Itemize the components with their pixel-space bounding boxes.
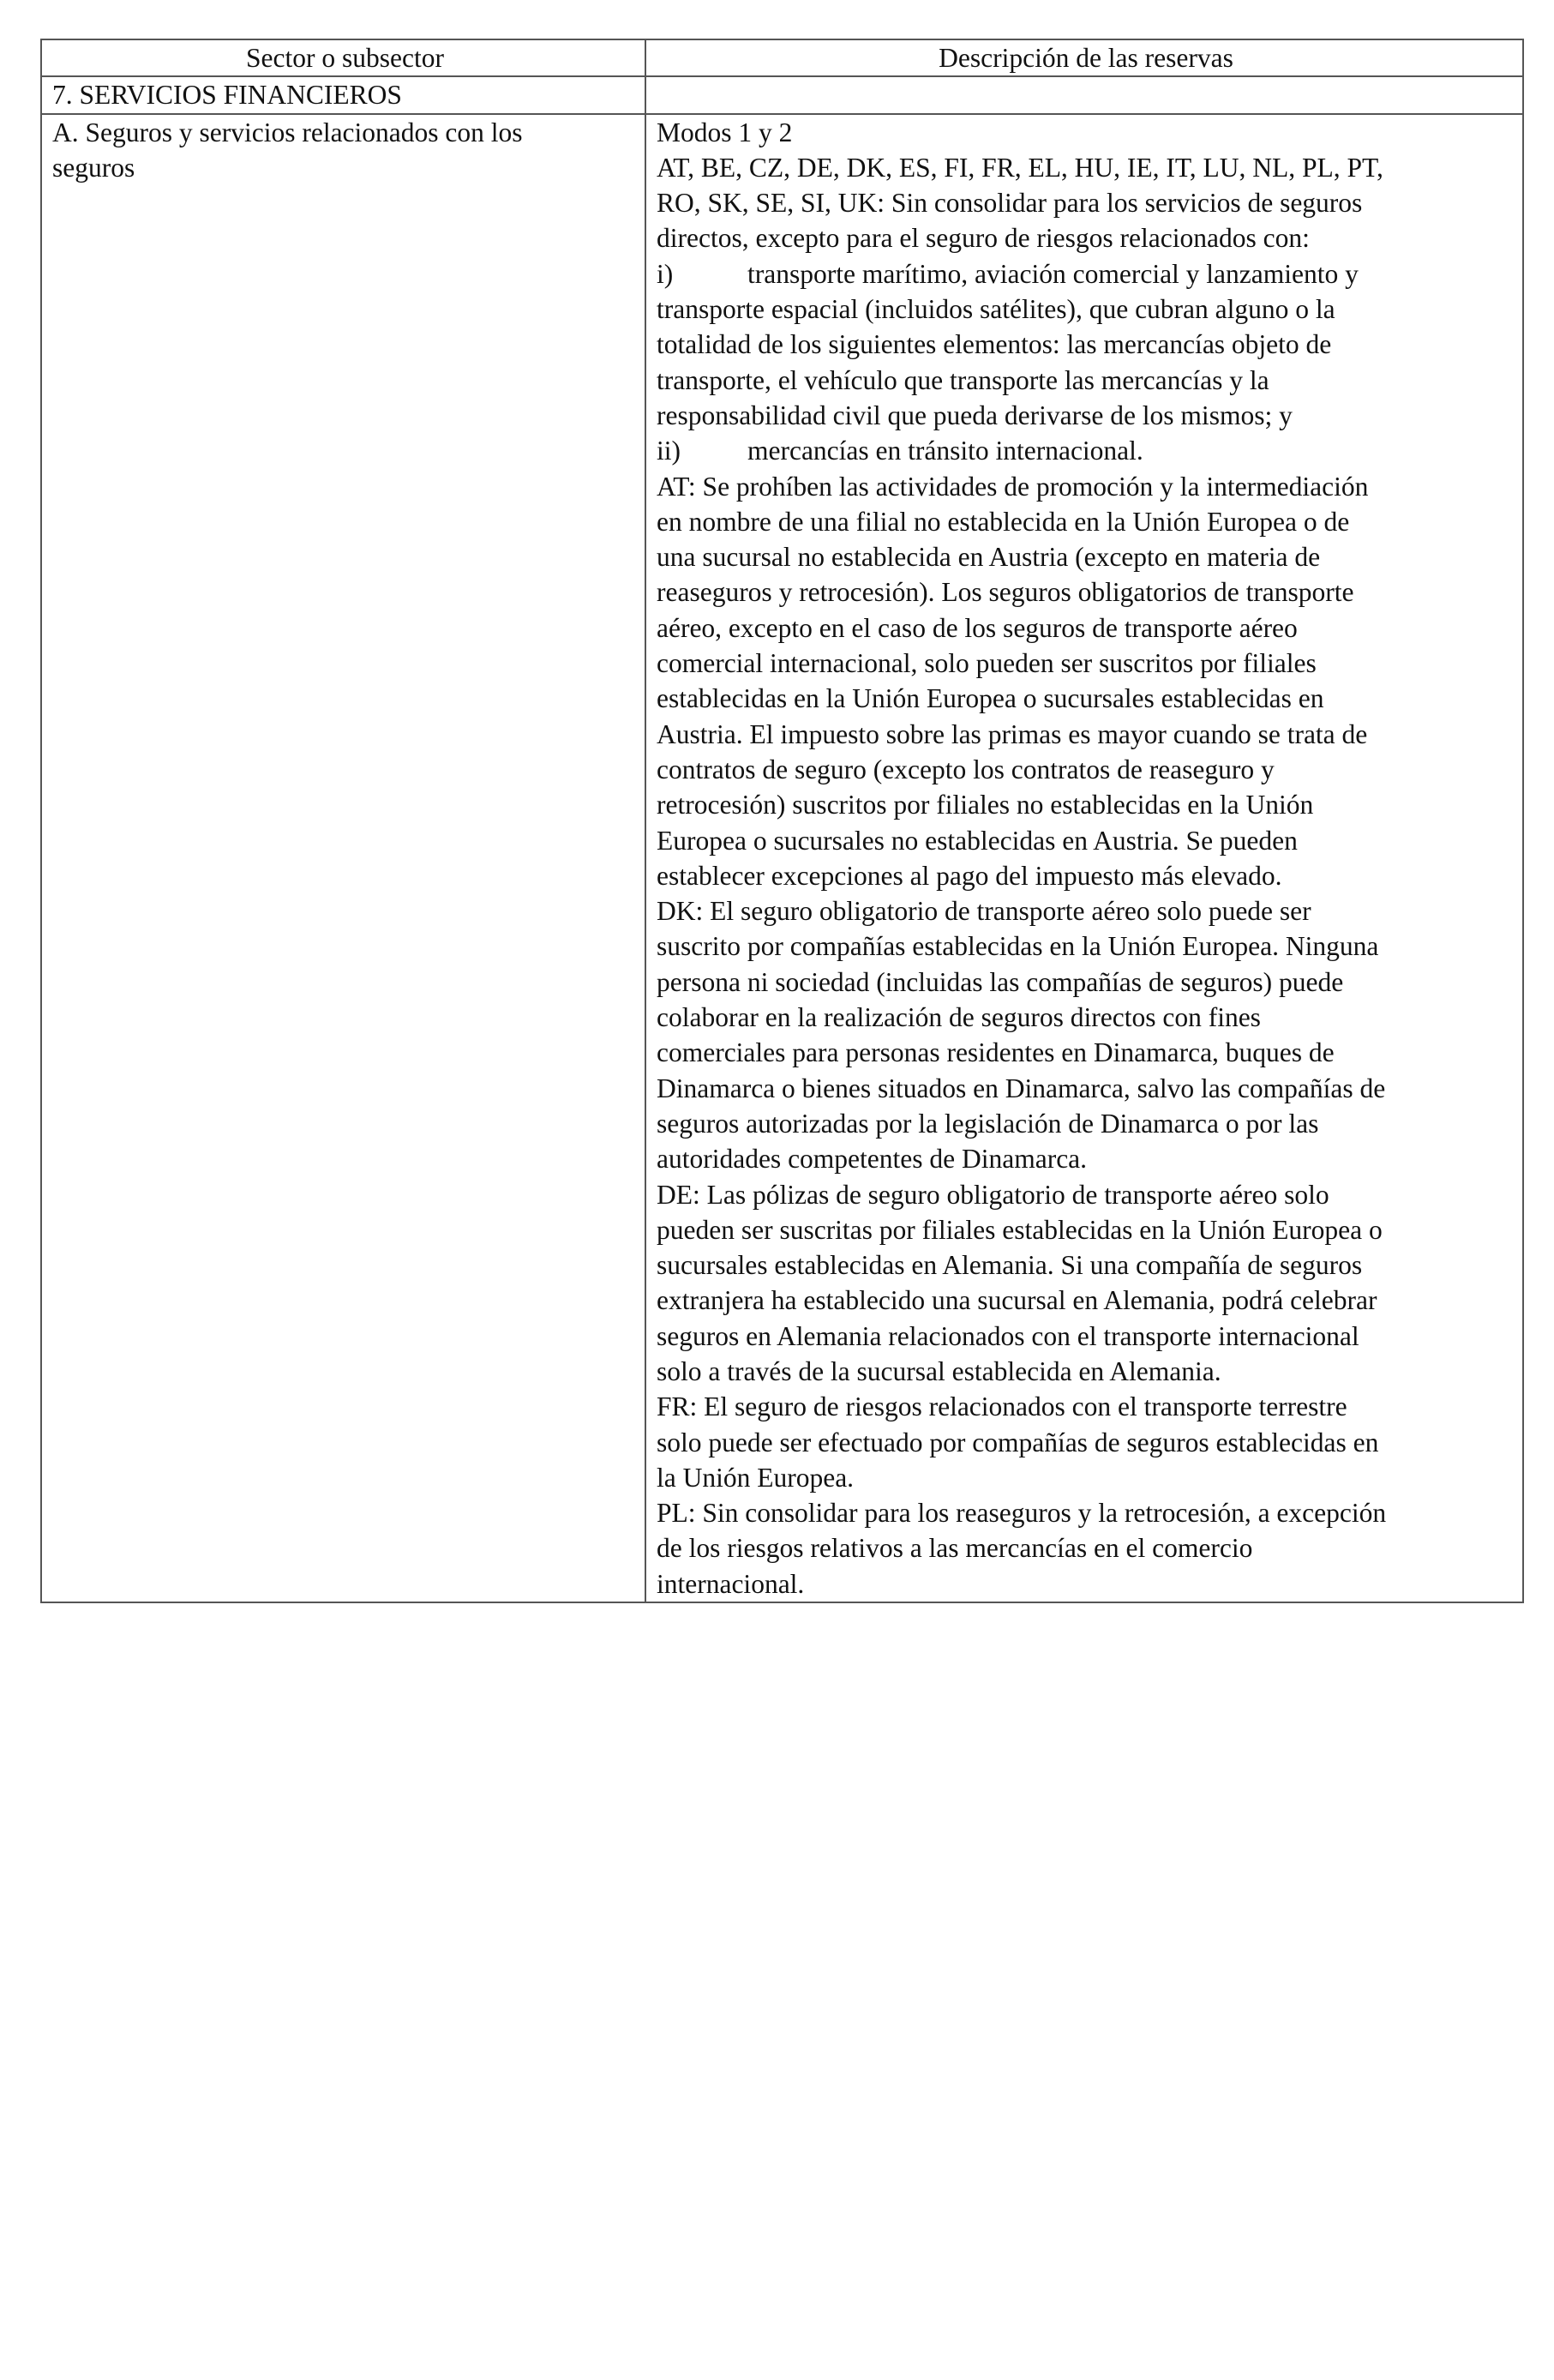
- at-line: contratos de seguro (excepto los contratos de reaseguro y: [657, 754, 1275, 784]
- item-line: responsabilidad civil que pueda derivarse de los mismos; y: [657, 400, 1293, 430]
- sector-line: seguros: [52, 152, 135, 183]
- pl-line: internacional.: [657, 1568, 805, 1599]
- pl-line: PL: Sin consolidar para los reaseguros y la retrocesión, a excepción: [657, 1498, 1387, 1529]
- general-line: directos, excepto para el seguro de riesgos relacionados con:: [657, 223, 1310, 254]
- general-reservation: [657, 150, 1515, 256]
- dk-line: seguros autorizadas por la legislación de Dinamarca o por las: [657, 1108, 1319, 1139]
- exception-item-ii: [657, 433, 1515, 468]
- dk-line: autoridades competentes de Dinamarca.: [657, 1144, 1088, 1175]
- at-line: retrocesión) suscritos por filiales no establecidas en la Unión: [657, 790, 1314, 820]
- section-title: 7. SERVICIOS FINANCIEROS: [41, 76, 645, 113]
- header-sector: Sector o subsector: [41, 39, 645, 76]
- de-line: pueden ser suscritas por filiales establecidas en la Unión Europea o: [657, 1214, 1383, 1245]
- fr-line: la Unión Europea.: [657, 1462, 855, 1493]
- general-line: RO, SK, SE, SI, UK: Sin consolidar para los servicios de seguros: [657, 188, 1363, 219]
- reservation-pl: [657, 1495, 1515, 1602]
- item-text: mercancías en tránsito internacional.: [747, 436, 1143, 466]
- at-line: establecer excepciones al pago del impuesto más elevado.: [657, 860, 1282, 891]
- section-row: [41, 76, 1523, 113]
- at-line: una sucursal no establecida en Austria (excepto en materia de: [657, 542, 1321, 573]
- at-line: establecidas en la Unión Europea o sucursales establecidas en: [657, 683, 1324, 714]
- at-line: comercial internacional, solo pueden ser suscritos por filiales: [657, 648, 1317, 679]
- item-number: ii): [657, 436, 681, 466]
- item-line: transporte espacial (incluidos satélites), que cubran alguno o la: [657, 294, 1335, 325]
- dk-line: comerciales para personas residentes en Dinamarca, buques de: [657, 1037, 1335, 1068]
- at-line: AT: Se prohíben las actividades de promoción y la intermediación: [657, 471, 1369, 502]
- exception-item-i: [657, 256, 1515, 433]
- de-line: DE: Las pólizas de seguro obligatorio de transporte aéreo solo: [657, 1179, 1329, 1210]
- at-line: reaseguros y retrocesión). Los seguros obligatorios de transporte: [657, 577, 1354, 608]
- item-number: i): [657, 258, 674, 289]
- fr-line: FR: El seguro de riesgos relacionados con el transporte terrestre: [657, 1391, 1347, 1422]
- at-line: Europea o sucursales no establecidas en Austria. Se pueden: [657, 825, 1298, 856]
- fr-line: solo puede ser efectuado por compañías de seguros establecidas en: [657, 1427, 1379, 1457]
- item-text: transporte marítimo, aviación comercial y lanzamiento y: [747, 258, 1359, 289]
- at-line: Austria. El impuesto sobre las primas es mayor cuando se trata de: [657, 718, 1368, 749]
- de-line: solo a través de la sucursal establecida en Alemania.: [657, 1355, 1221, 1386]
- pl-line: de los riesgos relativos a las mercancías en el comercio: [657, 1533, 1253, 1564]
- at-line: en nombre de una filial no establecida en la Unión Europea o de: [657, 506, 1350, 537]
- header-description: Descripción de las reservas: [645, 39, 1523, 76]
- item-line: transporte, el vehículo que transporte las mercancías y la: [657, 364, 1269, 395]
- reservation-dk: [657, 893, 1515, 1176]
- dk-line: colaborar en la realización de seguros directos con fines: [657, 1002, 1261, 1033]
- reservation-at: [657, 469, 1515, 894]
- dk-line: persona ni sociedad (incluidas las compañías de seguros) puede: [657, 966, 1344, 997]
- reservations-table: [40, 39, 1524, 1603]
- dk-line: suscrito por compañías establecidas en la Unión Europea. Ninguna: [657, 931, 1379, 962]
- dk-line: DK: El seguro obligatorio de transporte aéreo solo puede ser: [657, 896, 1311, 927]
- document-page: [40, 39, 1522, 1603]
- general-line: AT, BE, CZ, DE, DK, ES, FI, FR, EL, HU, IE, IT, LU, NL, PL, PT,: [657, 152, 1383, 183]
- modes-line: Modos 1 y 2: [657, 117, 793, 147]
- table-row: [41, 114, 1523, 1602]
- description-cell: [645, 114, 1523, 1602]
- de-line: extranjera ha establecido una sucursal en Alemania, podrá celebrar: [657, 1285, 1377, 1316]
- de-line: seguros en Alemania relacionados con el transporte internacional: [657, 1320, 1359, 1351]
- de-line: sucursales establecidas en Alemania. Si una compañía de seguros: [657, 1250, 1363, 1281]
- header-row: [41, 39, 1523, 76]
- reservation-de: [657, 1177, 1515, 1390]
- section-empty-cell: [645, 76, 1523, 113]
- sector-cell: [41, 114, 645, 1602]
- reservation-fr: [657, 1389, 1515, 1495]
- item-line: totalidad de los siguientes elementos: las mercancías objeto de: [657, 329, 1332, 360]
- sector-line: A. Seguros y servicios relacionados con los: [52, 117, 523, 147]
- dk-line: Dinamarca o bienes situados en Dinamarca, salvo las compañías de: [657, 1073, 1386, 1103]
- at-line: aéreo, excepto en el caso de los seguros de transporte aéreo: [657, 612, 1298, 643]
